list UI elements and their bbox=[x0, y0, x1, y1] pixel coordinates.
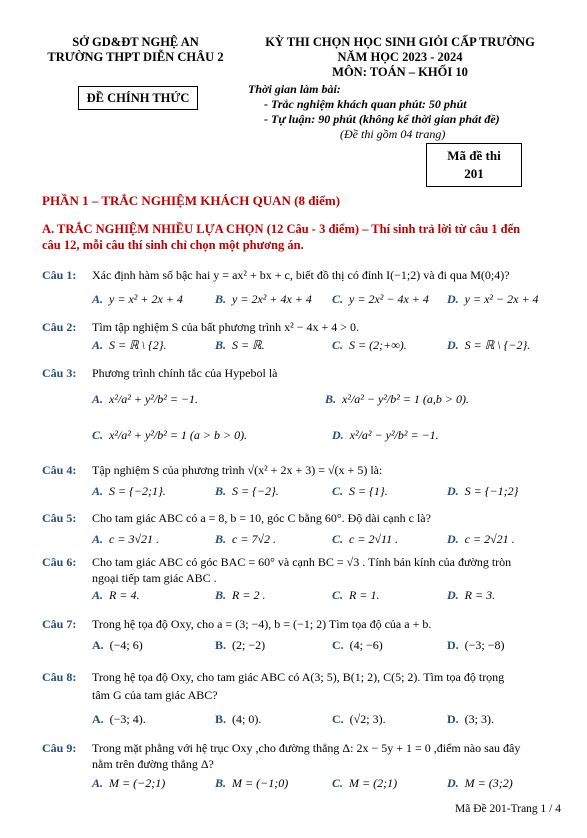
question-text: Xác định hàm số bậc hai y = ax² + bx + c, biết đồ thị có đỉnh I(−1;2) và đi qua M(0;4)? bbox=[92, 268, 510, 282]
time-essay-text: Tự luận: 90 phút (không kể thời gian phát đề) bbox=[271, 112, 500, 126]
time-essay: - Tự luận: 90 phút (không kể thời gian phát đề) bbox=[264, 112, 500, 126]
option-b[interactable]: B. (2; −2) bbox=[215, 638, 266, 652]
option-c[interactable]: C. c = 2√11 . bbox=[332, 532, 399, 546]
option-a[interactable]: A. y = x² + 2x + 4 bbox=[92, 292, 183, 306]
time-mc-text: Trắc nghiệm khách quan phút: 50 phút bbox=[271, 97, 467, 111]
question-number: Câu 5: bbox=[42, 511, 77, 525]
option-a[interactable]: A. R = 4. bbox=[92, 588, 140, 602]
option-d[interactable]: D. (3; 3). bbox=[447, 712, 494, 726]
time-mc: - Trắc nghiệm khách quan phút: 50 phút bbox=[264, 97, 467, 111]
question-text: Trong hệ tọa độ Oxy, cho a = (3; −4), b = (−1; 2) Tìm tọa độ của a + b. bbox=[92, 617, 432, 631]
option-b[interactable]: B. c = 7√2 . bbox=[215, 532, 277, 546]
exam-code: 201 bbox=[464, 166, 484, 181]
option-d[interactable]: D. M = (3;2) bbox=[447, 776, 513, 790]
question-number: Câu 6: bbox=[42, 555, 77, 569]
option-c[interactable]: C. S = {1}. bbox=[332, 484, 388, 498]
department-name: SỞ GD&ĐT NGHỆ AN bbox=[72, 35, 199, 49]
option-d[interactable]: D. S = {−1;2} bbox=[447, 484, 519, 498]
question-text: Cho tam giác ABC có a = 8, b = 10, góc C bằng 60°. Độ dài cạnh c là? bbox=[92, 511, 431, 525]
option-c[interactable]: C. y = 2x² − 4x + 4 bbox=[332, 292, 429, 306]
school-year: NĂM HỌC 2023 - 2024 bbox=[337, 50, 463, 64]
option-b[interactable]: B. y = 2x² + 4x + 4 bbox=[215, 292, 312, 306]
option-a[interactable]: A. M = (−2;1) bbox=[92, 776, 166, 790]
option-d[interactable]: D. y = x² − 2x + 4 bbox=[447, 292, 539, 306]
option-d[interactable]: D. (−3; −8) bbox=[447, 638, 505, 652]
question-number: Câu 3: bbox=[42, 366, 77, 380]
question-number: Câu 2: bbox=[42, 320, 77, 334]
subject: MÔN: TOÁN – KHỐI 10 bbox=[332, 65, 468, 79]
question-text-line2: ngoại tiếp tam giác ABC . bbox=[92, 571, 217, 585]
official-box bbox=[78, 86, 198, 110]
option-a[interactable]: A. (−3; 4). bbox=[92, 712, 146, 726]
option-c[interactable]: C. S = (2;+∞). bbox=[332, 338, 407, 352]
option-d[interactable]: D. c = 2√21 . bbox=[447, 532, 515, 546]
question-number: Câu 4: bbox=[42, 463, 77, 477]
page-count: (Đề thi gồm 04 trang) bbox=[340, 127, 446, 141]
option-d[interactable]: D. R = 3. bbox=[447, 588, 496, 602]
exam-code-box bbox=[426, 143, 522, 187]
question-text-line1: Trong mặt phẳng với hệ trục Oxy ,cho đường thẳng Δ: 2x − 5y + 1 = 0 ,điểm nào sau đây bbox=[92, 741, 521, 755]
question-text-line1: Cho tam giác ABC có góc BAC = 60° và cạnh BC = √3 . Tính bán kính của đường tròn bbox=[92, 555, 512, 569]
question-number: Câu 8: bbox=[42, 670, 77, 684]
option-d[interactable]: D. S = ℝ \ {−2}. bbox=[447, 338, 531, 352]
question-number: Câu 9: bbox=[42, 741, 77, 755]
school-name: TRƯỜNG THPT DIỄN CHÂU 2 bbox=[47, 50, 224, 64]
exam-code-label: Mã đề thi bbox=[447, 148, 501, 163]
question-text: Tập nghiệm S của phương trình √(x² + 2x + 3) = √(x + 5) là: bbox=[92, 463, 383, 477]
option-a[interactable]: A. c = 3√21 . bbox=[92, 532, 160, 546]
option-b[interactable]: B. S = ℝ. bbox=[215, 338, 265, 352]
option-c[interactable]: C. M = (2;1) bbox=[332, 776, 398, 790]
part1-title: PHẦN 1 – TRẮC NGHIỆM KHÁCH QUAN (8 điểm) bbox=[42, 193, 341, 208]
section-a-line2: câu 12, mỗi câu thí sinh chỉ chọn một phương án. bbox=[42, 238, 304, 252]
question-text: Phương trình chính tắc của Hypebol là bbox=[92, 366, 278, 380]
option-b[interactable]: B. (4; 0). bbox=[215, 712, 262, 726]
option-c[interactable]: C. (4; −6) bbox=[332, 638, 383, 652]
option-a[interactable]: A. x²/a² + y²/b² = −1. bbox=[92, 392, 199, 406]
option-a[interactable]: A. (−4; 6) bbox=[92, 638, 143, 652]
option-b[interactable]: B. S = {−2}. bbox=[215, 484, 279, 498]
option-c[interactable]: C. x²/a² + y²/b² = 1 (a > b > 0). bbox=[92, 428, 248, 442]
page-footer: Mã Đề 201-Trang 1 / 4 bbox=[455, 803, 561, 815]
question-number: Câu 7: bbox=[42, 617, 77, 631]
question-number: Câu 1: bbox=[42, 268, 77, 282]
option-d[interactable]: D. x²/a² − y²/b² = −1. bbox=[332, 428, 439, 442]
question-text-line2: nằm trên đường thẳng Δ? bbox=[92, 757, 214, 771]
exam-title: KỲ THI CHỌN HỌC SINH GIỎI CẤP TRƯỜNG bbox=[265, 35, 535, 49]
option-b[interactable]: B. R = 2 . bbox=[215, 588, 266, 602]
option-a[interactable]: A. S = ℝ \ {2}. bbox=[92, 338, 167, 352]
section-a-line1: A. TRẮC NGHIỆM NHIỀU LỰA CHỌN (12 Câu - 3 điểm) – Thí sinh trả lời từ câu 1 đến bbox=[42, 222, 521, 236]
option-b[interactable]: B. M = (−1;0) bbox=[215, 776, 289, 790]
option-c[interactable]: C. R = 1. bbox=[332, 588, 380, 602]
time-label: Thời gian làm bài: bbox=[248, 82, 341, 96]
option-a[interactable]: A. S = {−2;1}. bbox=[92, 484, 166, 498]
option-b[interactable]: B. x²/a² − y²/b² = 1 (a,b > 0). bbox=[325, 392, 470, 406]
official-label: ĐỀ CHÍNH THỨC bbox=[86, 91, 190, 105]
question-text-line2: tâm G của tam giác ABC? bbox=[92, 688, 218, 702]
question-text-line1: Trong hệ tọa độ Oxy, cho tam giác ABC có A(3; 5), B(1; 2), C(5; 2). Tìm tọa độ trọng bbox=[92, 670, 505, 684]
option-c[interactable]: C. (√2; 3). bbox=[332, 712, 386, 726]
question-text: Tìm tập nghiệm S của bất phương trình x² − 4x + 4 > 0. bbox=[92, 320, 360, 334]
